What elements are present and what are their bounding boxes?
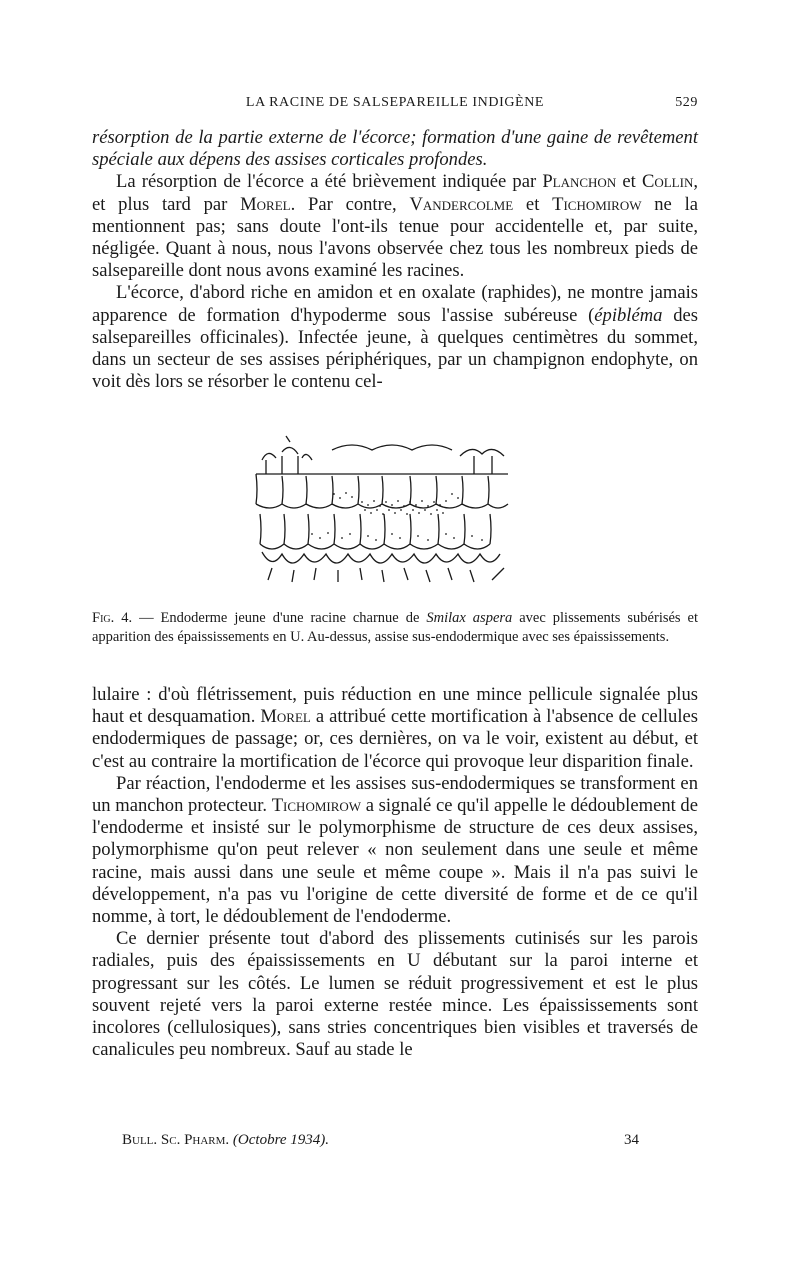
paragraph-ecorce: L'écorce, d'abord riche en amidon et en oxalate (raphides), ne montre jamais apparence de formation d'hypoderme sous l'assise subéreuse (épibléma des salsepareilles officinales). Infectée jeune, à quelques centimètres du sommet, dans un secteur de ses assises périphériques, par un champignon endophyte, on voit dès lors se résorber le contenu cel-	[92, 282, 698, 393]
page-footer	[92, 1132, 698, 1154]
species-name: Smilax aspera	[426, 610, 513, 626]
author-name: Tichomirow	[271, 795, 362, 817]
signature-number: 34	[624, 1132, 639, 1148]
page	[92, 0, 698, 1282]
author-name: Tichomirow	[552, 193, 642, 215]
text-block-top	[92, 127, 698, 393]
italic-term: épibléma	[594, 304, 663, 326]
paragraph-continuation: lulaire : d'où flétrissement, puis réduction en une mince pellicule signalée plus haut et desquamation. Morel a attribué cette mortification à l'absence de cellules endodermiques de passage; or, ces dernières, on va le voir, existent au début, et c'est au contraire la mortification de l'écorce qui provoque leur disparition finale.	[92, 684, 698, 772]
paragraph-reaction: Par réaction, l'endoderme et les assises sus-endodermiques se transforment en un manchon protecteur. Tichomirow a signalé ce qu'il appelle le dédoublement de l'endoderme et insisté sur le polymorphisme de structure de ces deux assises, polymorphisme qu'on peut relever « non seulement dans une seule et même racine, mais aussi dans une seule et même coupe ». Mais il n'a pas suivi le développement, n'a pas vu l'origine de cette diversité de forme et de ce qu'il nomme, à tort, le dédoublement de l'endoderme.	[92, 772, 698, 928]
text-block-bottom	[92, 684, 698, 1061]
running-title: LA RACINE DE SALSEPAREILLE INDIGÈNE	[245, 95, 545, 110]
issue-date: (Octobre 1934).	[232, 1132, 330, 1148]
figure-label: Fig. 4.	[92, 610, 133, 626]
journal-citation: Bull. Sc. Pharm. (Octobre 1934).	[122, 1132, 330, 1148]
italic-summary: résorption de la partie externe de l'écorce; formation d'une gaine de revêtement spéciale aux dépens des assises corticales profondes.	[92, 127, 698, 171]
running-header	[92, 95, 698, 117]
cell-drawing	[242, 430, 522, 590]
author-name: Vandercolme	[409, 193, 514, 215]
author-name: Planchon	[542, 171, 617, 193]
author-name: Morel	[260, 706, 311, 728]
figure-caption: Fig. 4. — Endoderme jeune d'une racine charnue de Smilax aspera avec plissements subérisés et apparition des épaississements en U. Au-dessus, assise sus-endodermique avec ses épaississements.	[92, 610, 698, 645]
paragraph-description: Ce dernier présente tout d'abord des plissements cutinisés sur les parois radiales, puis des épaississements en U débutant sur la paroi interne et progressant sur les côtés. Le lumen se réduit progressivement et est le plus souvent rejeté vers la paroi externe restée mince. Les épaississements sont incolores (cellulosiques), sans stries concentriques bien visibles et traversés de canalicules peu nombreux. Sauf au stade le	[92, 928, 698, 1061]
author-name: Collin	[641, 171, 694, 193]
author-name: Morel	[240, 193, 291, 215]
paragraph-summary	[92, 127, 698, 171]
paragraph-resorption: La résorption de l'écorce a été brièvement indiquée par Planchon et Collin, et plus tard par Morel. Par contre, Vandercolme et Tichomirow ne la mentionnent pas; sans doute l'ont-ils tenue pour accidentelle et, par suite, négligée. Quant à nous, nous l'avons observée chez tous les nombreux pieds de salsepareille dont nous avons examiné les racines.	[92, 171, 698, 282]
figure-endoderm-illustration	[242, 430, 522, 590]
page-number: 529	[675, 95, 698, 110]
